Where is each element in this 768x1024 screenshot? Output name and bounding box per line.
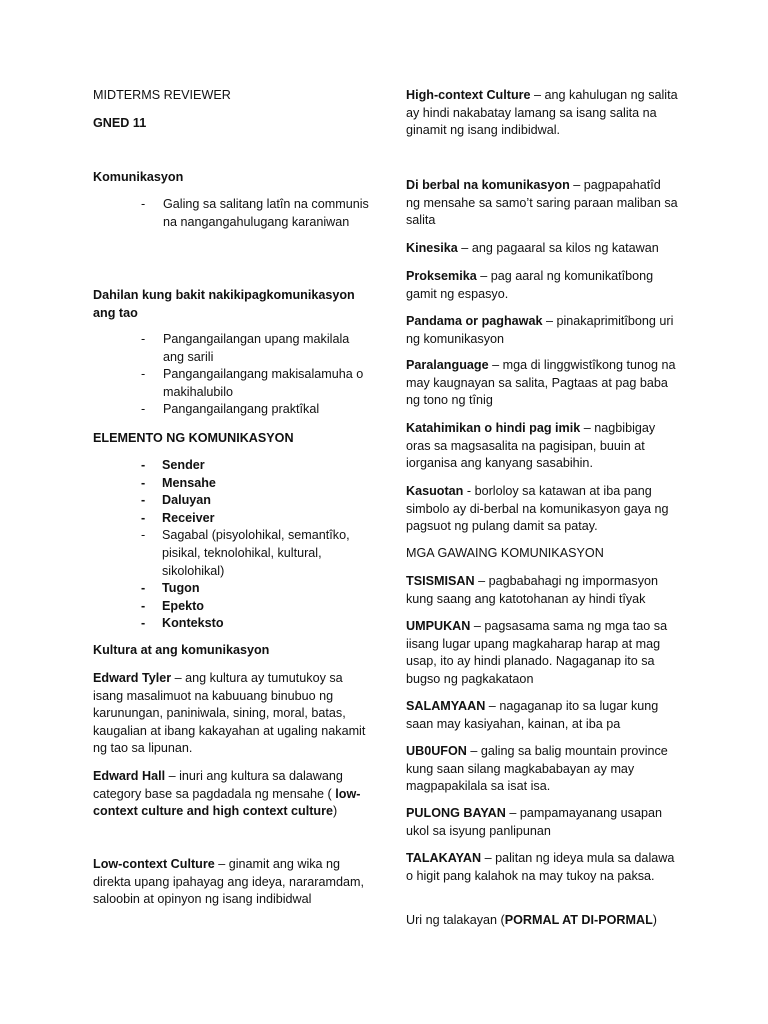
definition: – pagpapahatîd ng mensahe sa samo’t saring paraan maliban sa salita bbox=[406, 178, 678, 228]
elemento-list bbox=[93, 457, 371, 633]
paragraph-proksemika bbox=[406, 268, 678, 303]
term: Kasuotan bbox=[406, 484, 464, 498]
list-item: - Tugon bbox=[93, 580, 371, 598]
list-item: - Pangangailangang praktîkal bbox=[93, 401, 371, 419]
definition: – pag aaral ng komunikatîbong gamit ng espasyo. bbox=[406, 269, 654, 301]
term: UB0UFON bbox=[406, 744, 467, 758]
term: Pandama or paghawak bbox=[406, 314, 543, 328]
paragraph-katahimikan bbox=[406, 420, 678, 473]
list-item: - Mensahe bbox=[93, 475, 371, 493]
definition: – ang kahulugan ng salita ay hindi nakabatay lamang sa isang salita na ginamit ng isang indibidwal. bbox=[406, 88, 678, 138]
definition: - borloloy sa katawan at iba pang simbolo ay di-berbal na komunikasyon gaya ng pagsuot ng pulang damit sa patay. bbox=[406, 484, 669, 534]
term: High-context Culture bbox=[406, 88, 531, 102]
term: UMPUKAN bbox=[406, 619, 471, 633]
term: PULONG BAYAN bbox=[406, 806, 506, 820]
definition: – palitan ng ideya mula sa dalawa o higit pang kalahok na may tukoy na paksa. bbox=[406, 851, 675, 883]
list-item: - Epekto bbox=[93, 598, 371, 616]
paragraph-pulong-bayan bbox=[406, 805, 678, 840]
term: Kinesika bbox=[406, 241, 458, 255]
list-item: - Pangangailangan upang makilala ang sarili bbox=[93, 331, 371, 366]
list-item: - Receiver bbox=[93, 510, 371, 528]
term: Edward Tyler bbox=[93, 671, 172, 685]
list-item: - Sender bbox=[93, 457, 371, 475]
definition: – nagaganap ito sa lugar kung saan may kasiyahan, kainan, at iba pa bbox=[406, 699, 659, 731]
heading-kultura: Kultura at ang komunikasyon bbox=[93, 643, 270, 657]
list-item: - Sagabal (pisyolohikal, semantîko, pisikal, teknolohikal, kultural, sikolohikal) bbox=[93, 527, 371, 580]
paragraph-uri-ng-talakayan bbox=[406, 912, 678, 930]
document-title: MIDTERMS REVIEWER bbox=[93, 88, 231, 102]
definition: – nagbibigay oras sa magsasalita na pagisipan, buuin at iorganisa ang kanyang sasabihin. bbox=[406, 421, 656, 471]
definition: – ang pagaaral sa kilos ng katawan bbox=[457, 241, 659, 255]
term-tail: low-context culture and high context culture bbox=[93, 786, 361, 819]
paragraph-edward-tyler bbox=[93, 670, 371, 758]
course-code: GNED 11 bbox=[93, 116, 147, 130]
definition: Uri ng talakayan ( bbox=[406, 913, 505, 927]
definition: – inuri ang kultura sa dalawang category base sa pagdadala ng mensahe ( bbox=[93, 769, 343, 801]
dahilan-list bbox=[93, 331, 371, 419]
definition: – pampamayanang usapan ukol sa isyung panlipunan bbox=[406, 806, 662, 838]
closing-paren: ) bbox=[652, 913, 657, 927]
paragraph-salamyaan bbox=[406, 698, 678, 733]
paragraph-paralanguage bbox=[406, 357, 678, 410]
komunikasyon-list bbox=[93, 196, 371, 231]
paragraph-di-berbal bbox=[406, 177, 678, 230]
definition: – ginamit ang wika ng direkta upang ipahayag ang ideya, nararamdam, saloobin at opinyon ng isang indibidwal bbox=[93, 857, 364, 907]
definition: – pagbabahagi ng impormasyon kung saang ang katotohanan ay hindi tîyak bbox=[406, 574, 659, 606]
paragraph-kasuotan bbox=[406, 483, 678, 536]
term: Low-context Culture bbox=[93, 857, 215, 871]
definition: – pinakaprimitîbong uri ng komunikasyon bbox=[406, 314, 674, 346]
list-item: - Galing sa salitang latîn na communis na nangangahulugang karaniwan bbox=[93, 196, 371, 231]
term: Katahimikan o hindi pag imik bbox=[406, 421, 581, 435]
definition: – pagsasama sama ng mga tao sa iisang lugar upang magkaharap harap at mag usap, ito ay hindi planado. Nagaganap ito sa bugso ng pagkakataon bbox=[406, 619, 668, 686]
list-item: - Daluyan bbox=[93, 492, 371, 510]
heading-elemento: ELEMENTO NG KOMUNIKASYON bbox=[93, 431, 294, 445]
paragraph-talakayan bbox=[406, 850, 678, 885]
heading-gawaing-komunikasyon: MGA GAWAING KOMUNIKASYON bbox=[406, 546, 604, 560]
heading-dahilan: Dahilan kung bakit nakikipagkomunikasyon ang tao bbox=[93, 288, 355, 320]
paragraph-high-context bbox=[406, 87, 678, 140]
term: Di berbal na komunikasyon bbox=[406, 178, 570, 192]
paragraph-umpukan bbox=[406, 618, 678, 688]
paragraph-pandama bbox=[406, 313, 678, 348]
definition: – ang kultura ay tumutukoy sa isang masalimuot na kabuuang binubuo ng karunungan, paniniwala, sining, moral, batas, kaugalian at ibang kakayahan at ugaling nakamit ng tao sa lipunan. bbox=[93, 671, 366, 756]
paragraph-edward-hall bbox=[93, 768, 371, 821]
paragraph-low-context bbox=[93, 856, 371, 909]
term: Proksemika bbox=[406, 269, 477, 283]
definition: – mga di linggwistîkong tunog na may kaugnayan sa salita, Pagtaas at pag baba ng tono ng tînig bbox=[406, 358, 676, 408]
term: SALAMYAAN bbox=[406, 699, 486, 713]
paragraph-ubuofon bbox=[406, 743, 678, 796]
term: Edward Hall bbox=[93, 769, 166, 783]
term: Paralanguage bbox=[406, 358, 489, 372]
definition: – galing sa balig mountain province kung saan silang magkababayan ay may magpapakilala sa isat isa. bbox=[406, 744, 668, 794]
term: TALAKAYAN bbox=[406, 851, 482, 865]
paragraph-kinesika bbox=[406, 240, 678, 258]
list-item: - Konteksto bbox=[93, 615, 371, 633]
list-item: - Pangangailangang makisalamuha o makihalubilo bbox=[93, 366, 371, 401]
term: TSISMISAN bbox=[406, 574, 475, 588]
heading-komunikasyon: Komunikasyon bbox=[93, 170, 184, 184]
paragraph-tsismisan bbox=[406, 573, 678, 608]
closing-paren: ) bbox=[333, 804, 338, 819]
term: PORMAL AT DI-PORMAL bbox=[504, 913, 653, 927]
